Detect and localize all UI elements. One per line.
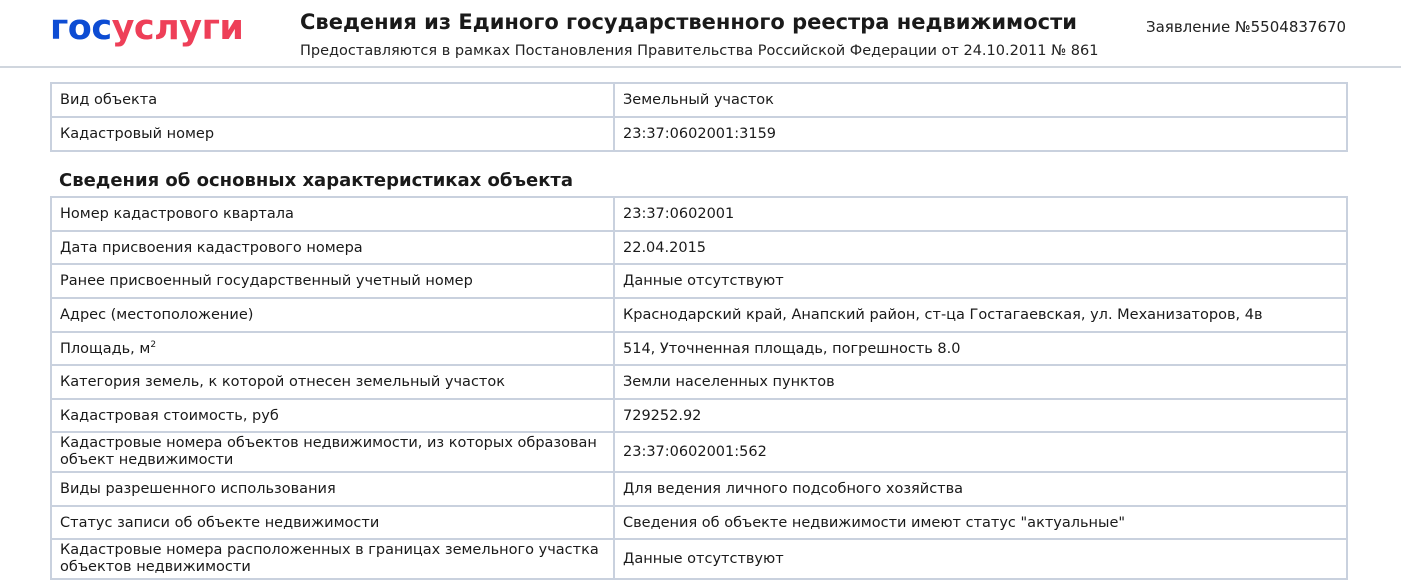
row-label: Кадастровый номер <box>51 117 614 151</box>
row-label <box>51 332 614 365</box>
row-value: 729252.92 <box>614 399 1347 432</box>
section-title: Сведения об основных характеристиках объекта <box>59 170 574 191</box>
row-value: Для ведения личного подсобного хозяйства <box>614 472 1347 506</box>
row-label: Кадастровые номера объектов недвижимости, из которых образован объект недвижимости <box>51 432 614 472</box>
row-label: Дата присвоения кадастрового номера <box>51 231 614 264</box>
table-row <box>51 117 1347 151</box>
table-row <box>51 506 1347 539</box>
characteristics-table <box>50 196 1348 580</box>
gosuslugi-logo[interactable] <box>50 6 243 50</box>
row-label: Вид объекта <box>51 83 614 117</box>
table-row <box>51 231 1347 264</box>
row-value: 514, Уточненная площадь, погрешность 8.0 <box>614 332 1347 365</box>
row-value: 22.04.2015 <box>614 231 1347 264</box>
row-label: Виды разрешенного использования <box>51 472 614 506</box>
table-row <box>51 83 1347 117</box>
table-row <box>51 432 1347 472</box>
table-row <box>51 332 1347 365</box>
table-row <box>51 298 1347 332</box>
row-label: Кадастровые номера расположенных в границах земельного участка объектов недвижимости <box>51 539 614 579</box>
row-label: Кадастровая стоимость, руб <box>51 399 614 432</box>
row-value: Данные отсутствуют <box>614 539 1347 579</box>
row-label: Номер кадастрового квартала <box>51 197 614 231</box>
table-row <box>51 365 1347 399</box>
row-label: Адрес (местоположение) <box>51 298 614 332</box>
table-row <box>51 472 1347 506</box>
row-value: Данные отсутствуют <box>614 264 1347 298</box>
table-row <box>51 399 1347 432</box>
table-row <box>51 197 1347 231</box>
statement-number: Заявление №5504837670 <box>1146 18 1347 36</box>
table-row <box>51 539 1347 579</box>
document-header <box>0 0 1401 68</box>
row-label: Ранее присвоенный государственный учетный номер <box>51 264 614 298</box>
row-label: Статус записи об объекте недвижимости <box>51 506 614 539</box>
area-label-text: Площадь, м <box>60 340 151 357</box>
row-value: 23:37:0602001 <box>614 197 1347 231</box>
document-title: Сведения из Единого государственного реестра недвижимости <box>300 10 1077 34</box>
document-subtitle: Предоставляются в рамках Постановления Правительства Российской Федерации от 24.10.2011 № 861 <box>300 43 1099 59</box>
row-value: Земельный участок <box>614 83 1347 117</box>
row-value: 23:37:0602001:3159 <box>614 117 1347 151</box>
logo-part-gos: гос <box>50 8 112 48</box>
row-value: Краснодарский край, Анапский район, ст-ца Гостагаевская, ул. Механизаторов, 4в <box>614 298 1347 332</box>
logo-part-uslugi: услуги <box>111 8 244 48</box>
row-value: Сведения об объекте недвижимости имеют статус "актуальные" <box>614 506 1347 539</box>
row-value: 23:37:0602001:562 <box>614 432 1347 472</box>
table-row <box>51 264 1347 298</box>
row-value: Земли населенных пунктов <box>614 365 1347 399</box>
area-label-superscript: 2 <box>150 339 157 350</box>
object-table <box>50 82 1348 152</box>
row-label: Категория земель, к которой отнесен земельный участок <box>51 365 614 399</box>
